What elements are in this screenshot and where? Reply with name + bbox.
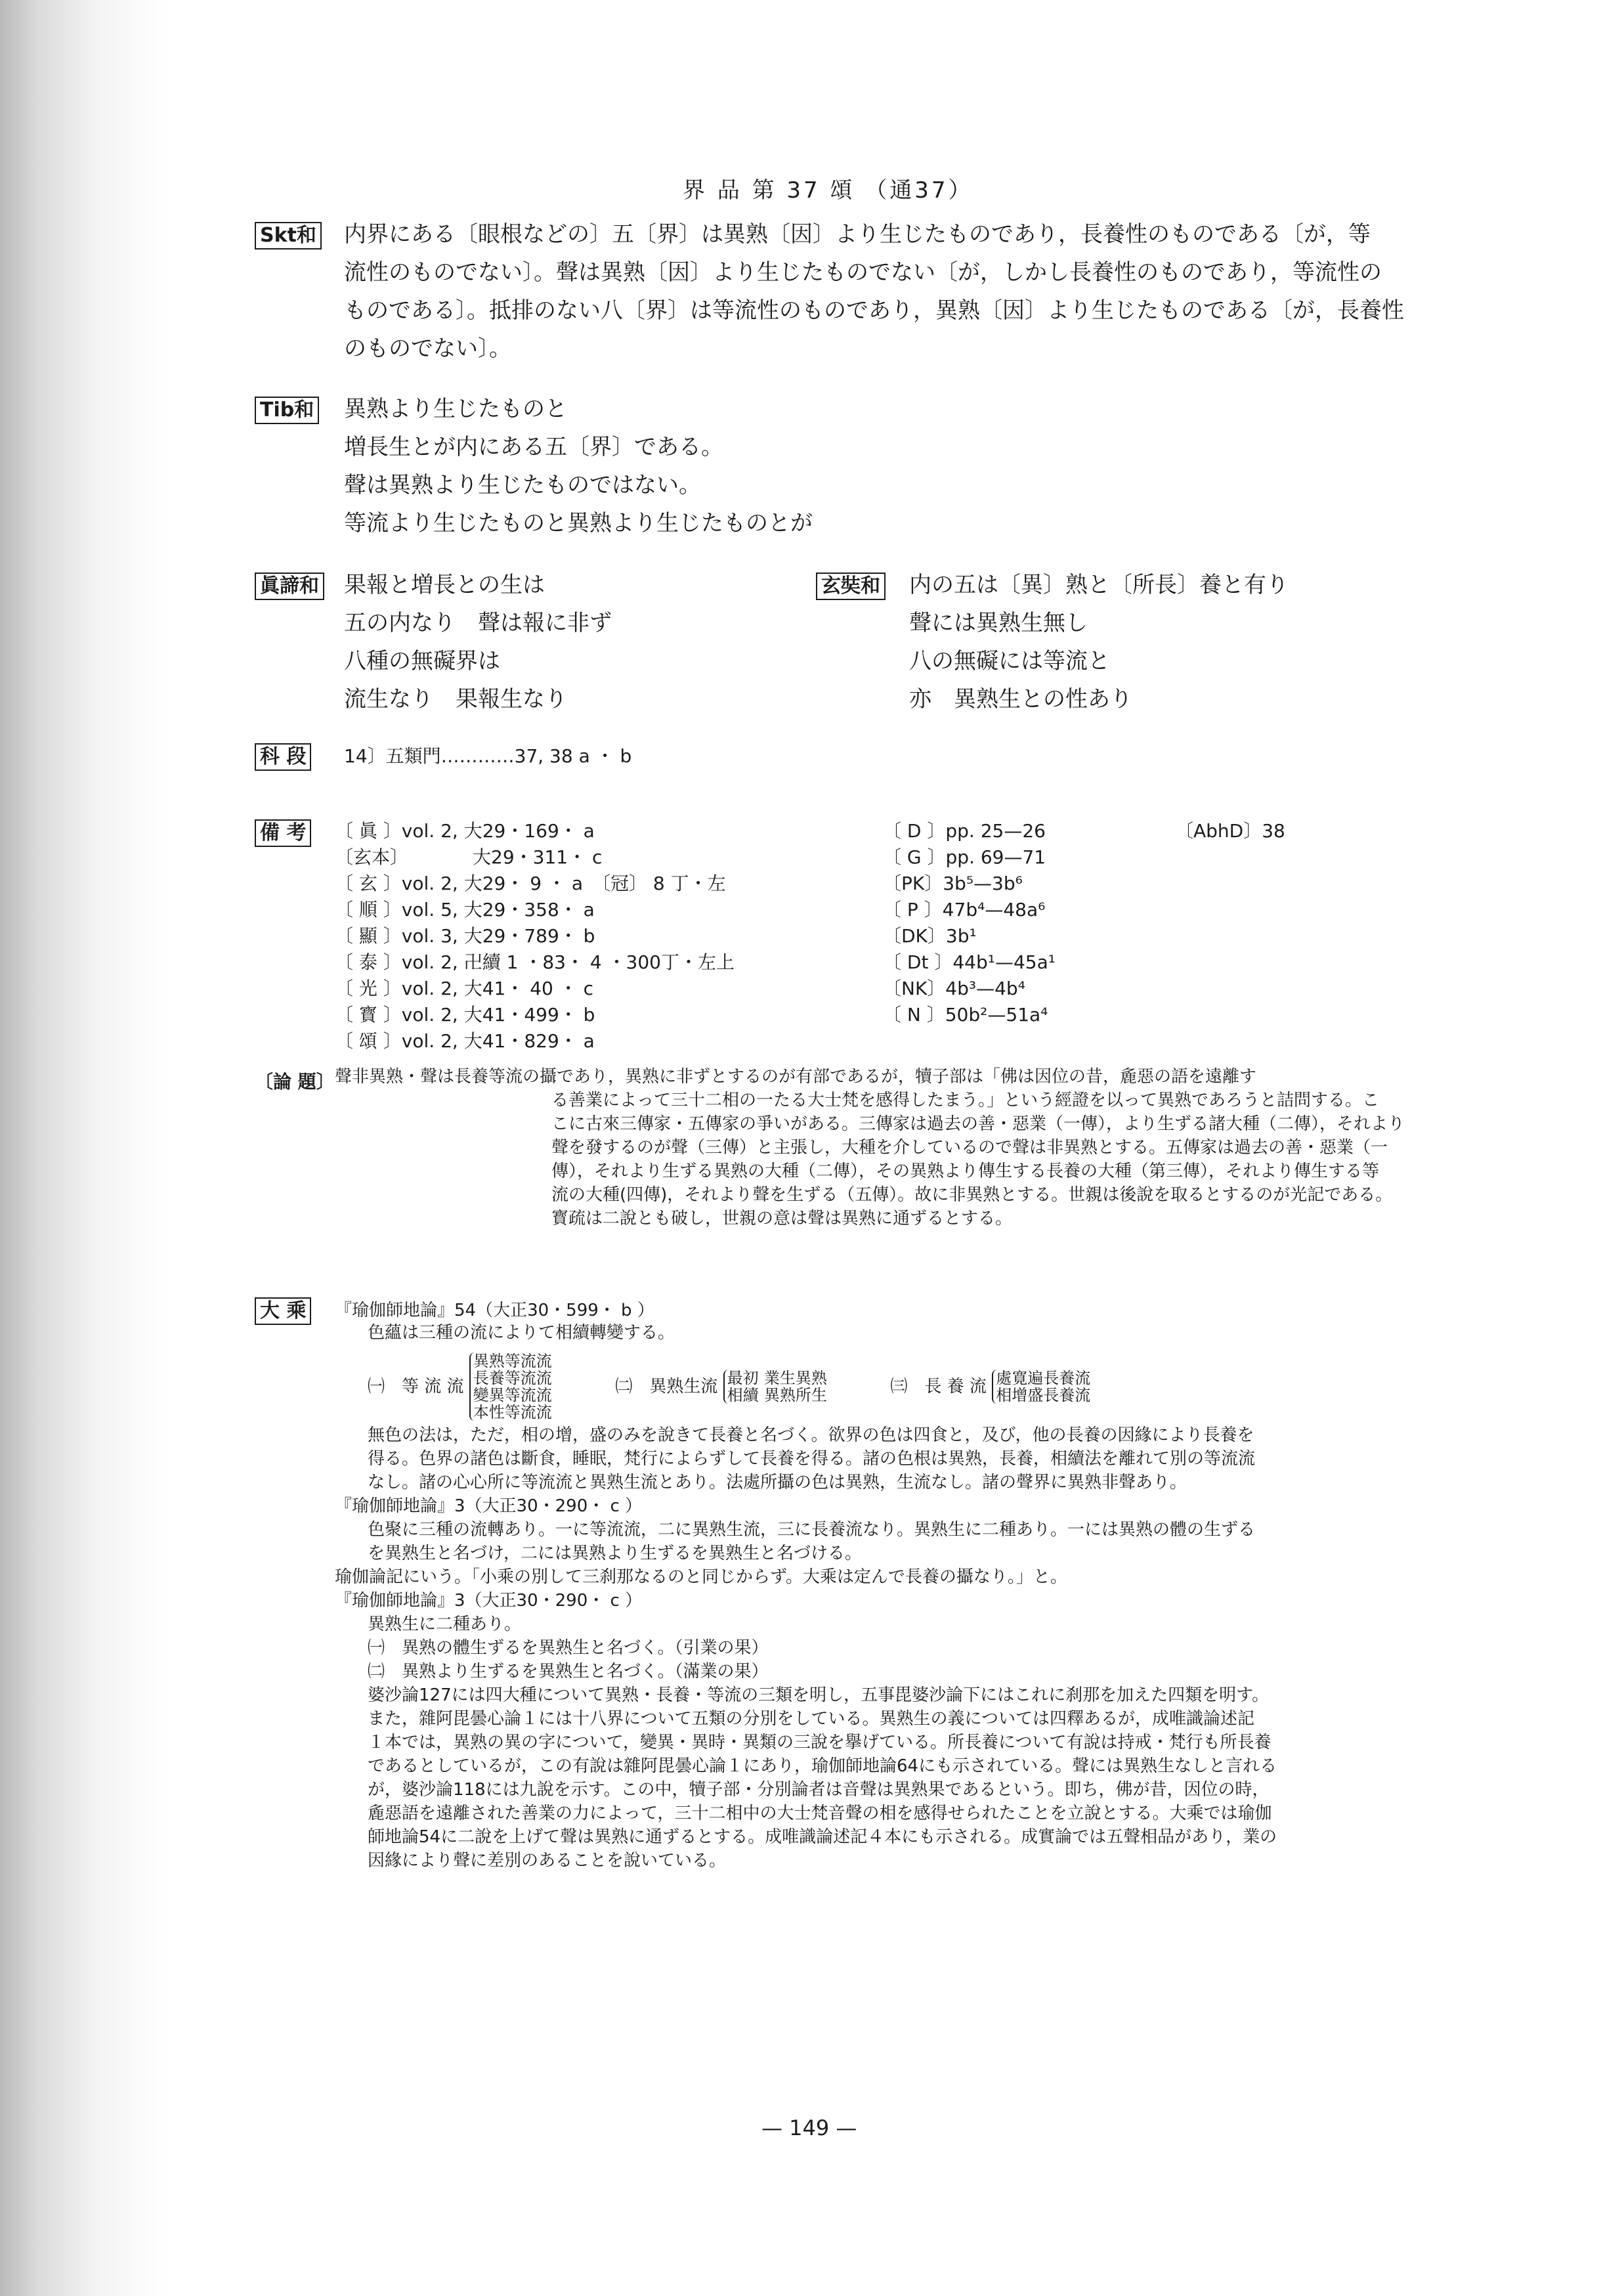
daijo-paragraph-4 [368,1613,768,1683]
paramartha-tag: 眞諦和 [255,573,324,600]
skt-tag: Skt和 [255,222,322,249]
verse-line: 聲には異熟生無し [909,610,1088,636]
reference-item: 〔 順 〕vol. 5, 大29・358・ a [335,899,595,921]
group-2-label: ㈡ 異熟生流 [615,1377,718,1397]
daijo-line: 麁惡語を遠離された善業の力によって，三十二相中の大士梵音聲の相を感得せられたことを立說とする。大乘では瑜伽 [368,1804,1272,1823]
daijo-line: を異熟生と名づけ，二には異熟より生ずるを異熟生と名づける。 [368,1544,862,1563]
verse-line: 流生なり 果報生なり [344,686,567,712]
daijo-tag: 大 乘 [255,1297,311,1325]
skt-text [344,215,1404,368]
daijo-line: なし。諸の心心所に等流流と異熟生流とあり。法處所攝の色は異熟，生流なし。諸の聲界に異熟非聲あり。 [368,1473,1187,1492]
daijo-line: ㈡ 異熟より生ずるを異熟生と名づく。（滿業の果） [368,1662,769,1681]
scan-shadow-edge [0,0,197,2296]
tib-tag: Tib和 [255,397,319,424]
tib-line: 増長生とが内にある五〔界〕である。 [344,434,723,460]
skt-line: 流性のものでない〕。聲は異熟〔因〕より生じたものでない〔が，しかし長養性のものであり，等流性の [344,259,1382,286]
paramartha-verse [344,566,612,718]
verse-line: 八の無礙には等流と [909,648,1110,674]
reference-item: 〔 G 〕pp. 69—71 [883,846,1046,868]
daijo-line: が，婆沙論118には九說を示す。この中，犢子部・分別論者は音聲は異熟果であるという。即ち，佛が昔，因位の時， [368,1780,1270,1800]
ronmon-text [335,1065,1405,1230]
reference-item: 〔 P 〕47b⁴—48a⁶ [883,899,1046,921]
group-1-item: 長養等流流 [473,1369,552,1387]
daijo-line: 師地論54に二說を上げて聲は異熟に通ずるとする。成唯識論述記４本にも示される。成實論では五聲相品があり，業の [368,1827,1277,1847]
reference-item: 〔 N 〕50b²—51a⁴ [883,1004,1048,1026]
ronmon-line: 聲非異熟・聲は長養等流の攝であり，異熟に非ずとするのが有部であるが，犢子部は「佛は因位の昔，麁惡の語を遠離す [335,1067,1257,1087]
reference-item: 〔 寳 〕vol. 2, 大41・499・ b [335,1004,595,1026]
daijo-line: 無色の法は，ただ，相の增，盛のみを說きて長養と名づく。欲界の色は四食と，及び，他の長養の因緣により長養を [368,1425,1254,1445]
daijo-line: ㈠ 異熟の體生ずるを異熟生と名づく。（引業の果） [368,1638,769,1658]
abhd-reference: 〔AbhD〕38 [1175,820,1285,842]
ronmon-line: 聲を發するのが聲（三傳）と主張し，大種を介しているので聲は非異熟とする。五傳家は過去の善・惡業（一 [551,1138,1388,1158]
reference-item: 〔 頌 〕vol. 2, 大41・829・ a [335,1030,595,1052]
daijo-head-2: 『瑜伽師地論』3（大正30・290・ c ） [335,1496,643,1516]
group-2-results [764,1370,827,1404]
reference-item: 〔DK〕3b¹ [883,925,977,947]
ronmon-line: 寳疏は二說とも破し，世親の意は聲は異熟に通ずるとする。 [551,1209,1013,1228]
group-3-item: 處寛遍長養流 [996,1369,1091,1387]
daijo-line: １本では，異熟の異の字について，變異・異時・異類の三說を擧げている。所長養について有說は持戒・梵行も所長養 [368,1733,1271,1752]
tib-line: 等流より生じたものと異熟より生じたものとが [344,510,813,536]
verse-line: 果報と増長との生は [344,572,545,598]
kadan-tag: 科 段 [255,743,311,771]
skt-line: ものである〕。抵排のない八〔界〕は等流性のものであり，異熟〔因〕より生じたものである〔が，長養性 [344,297,1404,324]
reference-item: 〔 泰 〕vol. 2, 卍續 1 ・83・ 4 ・300丁・左上 [335,951,735,973]
tib-text [344,390,813,542]
biko-left-list [335,818,735,1054]
group-2-result: 業生異熟 [763,1369,827,1387]
biko-right-list [883,818,1056,1028]
daijo-line: 因緣により聲に差別のあることを說いている。 [368,1851,727,1871]
group-3-label: ㈢ 長 養 流 [890,1377,987,1397]
group-3-item: 相增盛長養流 [996,1386,1091,1404]
skt-line: 内界にある〔眼根などの〕五〔界〕は異熟〔因〕より生じたものであり，長養性のものである〔が，等 [344,221,1371,248]
group-2-brace [723,1370,759,1404]
verse-line: 内の五は〔異〕熟と〔所長〕養と有り [909,572,1289,598]
daijo-head-1: 『瑜伽師地論』54（大正30・599・ b ） [335,1301,654,1320]
group-2-item: 相續 [727,1386,759,1404]
daijo-line: であるとしているが，この有說は雜阿毘曇心論１にあり，瑜伽師地論64にも示されている。聲には異熟生なしと言れる [368,1756,1277,1776]
verse-line: 八種の無礙界は [344,648,500,674]
tib-line: 聲は異熟より生じたものではない。 [344,472,701,498]
group-1-brace [469,1353,552,1421]
daijo-sub-1: 色蘊は三種の流によりて相續轉變する。 [368,1323,675,1343]
reference-item: 〔PK〕3b⁵—3b⁶ [883,873,1023,894]
daijo-line: 色聚に三種の流轉あり。一に等流流，二に異熟生流，三に長養流なり。異熟生に二種あり。一には異熟の體の生ずる [368,1520,1256,1540]
daijo-line: 婆沙論127には四大種について異熟・長養・等流の三類を明し，五事毘婆沙論下にはこれに刹那を加えた四類を明す。 [368,1685,1270,1705]
reference-item: 〔 眞 〕vol. 2, 大29・169・ a [335,820,595,842]
reference-item: 〔 光 〕vol. 2, 大41・ 40 ・ c [335,978,594,999]
group-2-result: 異熟所生 [763,1386,827,1404]
reference-item: 〔 Dt 〕44b¹—45a¹ [883,951,1056,973]
reference-item: 〔 顯 〕vol. 3, 大29・789・ b [335,925,595,947]
daijo-paragraph-3: 瑜伽論記にいう。「小乘の別して三刹那なるのと同じからず。大乘は定んで長養の攝なり。」と。 [335,1567,1067,1587]
verse-line: 亦 異熟生との性あり [909,686,1132,712]
group-3-brace [992,1370,1090,1404]
ronmon-line: 傳），それより生ずる異熟の大種（二傳），その異熟より傳生する長養の大種（第三傳），それより傳生する等 [551,1161,1380,1181]
stream-diagram [368,1353,1090,1421]
daijo-line: 得る。色界の諸色は斷食，睡眠，梵行によらずして長養を得る。諸の色根は異熟，長養，相續法を離れて別の等流流 [368,1449,1256,1469]
group-1-item: 變異等流流 [473,1386,552,1404]
daijo-paragraph-5 [368,1683,1277,1873]
daijo-paragraph-2 [368,1518,1255,1565]
reference-item: 〔NK〕4b³—4b⁴ [883,978,1025,999]
group-1-item: 本性等流流 [473,1403,552,1421]
daijo-head-3: 『瑜伽師地論』3（大正30・290・ c ） [335,1591,643,1611]
reference-item: 〔 玄 〕vol. 2, 大29・ 9 ・ a 〔冠〕 8 丁・左 [335,873,726,894]
ronmon-line: 流の大種(四傳)，それより聲を生ずる（五傳）。故に非異熟とする。世親は後說を取るとするのが光記である。 [551,1185,1393,1205]
group-1-label: ㈠ 等 流 流 [368,1377,464,1397]
daijo-paragraph-1 [368,1423,1255,1494]
reference-item: 〔 D 〕pp. 25—26 [883,820,1046,842]
xuanzang-tag: 玄奘和 [816,573,886,600]
ronmon-line: こに古來三傳家・五傳家の爭いがある。三傳家は過去の善・惡業（一傳），より生ずる諸大種（二傳），それより [551,1114,1405,1134]
daijo-line: 異熟生に二種あり。 [368,1614,522,1634]
group-2-item: 最初 [727,1369,759,1387]
tib-line: 異熟より生じたものと [344,396,567,422]
xuanzang-verse [909,566,1289,718]
kadan-text: 14〕五類門…………37, 38 a ・ b [344,745,632,767]
group-1-item: 異熟等流流 [473,1352,552,1370]
page-title: 界 品 第 37 頌 （通37） [683,177,973,204]
skt-line: のものでない〕。 [344,336,511,362]
biko-tag: 備 考 [255,819,311,847]
ronmon-line: る善業によって三十二相の一たる大士梵を感得したまう。」という經證を以って異熟であろうと詰問する。こ [551,1091,1380,1110]
verse-line: 五の内なり 聲は報に非ず [344,610,612,636]
daijo-line: また，雜阿毘曇心論１には十八界について五類の分別をしている。異熟生の義については四釋あるが，成唯識論述記 [368,1709,1254,1729]
page-number: — 149 — [761,2115,857,2140]
reference-item: 〔玄本〕 大29・311・ c [335,846,603,868]
ronmon-tag: 〔論 題〕 [255,1071,335,1093]
